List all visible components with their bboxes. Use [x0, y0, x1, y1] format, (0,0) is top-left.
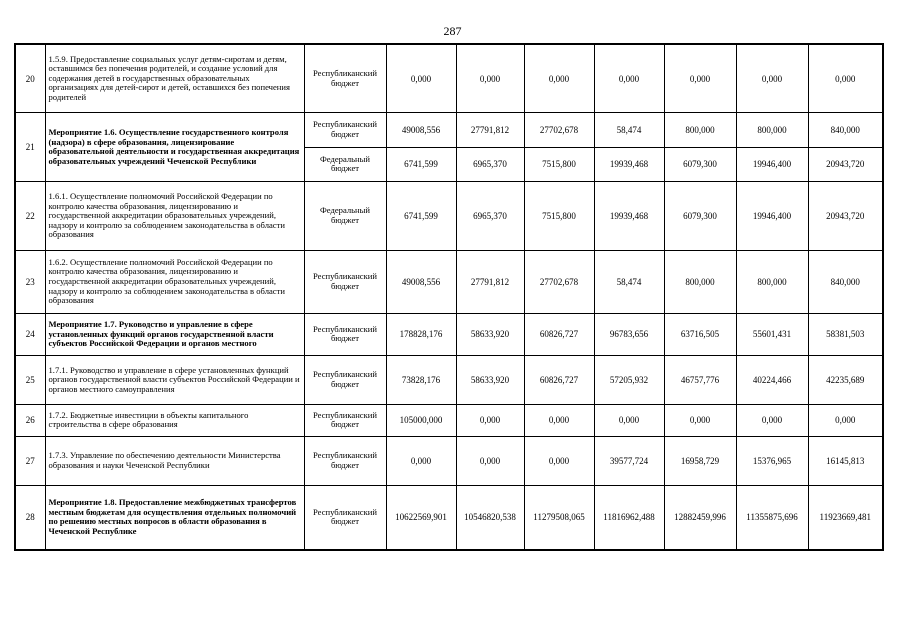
- table-row: [15, 44, 883, 113]
- budget-value: 7515,800: [524, 147, 594, 181]
- budget-value: 6965,370: [456, 147, 524, 181]
- budget-value: 0,000: [594, 44, 664, 113]
- funding-source: Республиканский бюджет: [304, 437, 386, 486]
- budget-value: 6741,599: [386, 182, 456, 251]
- budget-value: 27702,678: [524, 250, 594, 313]
- page-number: 287: [443, 24, 462, 38]
- budget-value: 63716,505: [664, 313, 736, 356]
- budget-value: 0,000: [524, 437, 594, 486]
- activity-description: 1.6.2. Осуществление полномочий Российской Федерации по контролю качества образования, лицензированию и государственной аккредитации образовательных учреждений, надзору и контролю за соблюдением законодательства в области образования: [45, 250, 304, 313]
- budget-value: 800,000: [736, 250, 808, 313]
- budget-value: 0,000: [808, 404, 883, 436]
- budget-value: 60826,727: [524, 356, 594, 405]
- budget-value: 840,000: [808, 113, 883, 147]
- budget-value: 7515,800: [524, 182, 594, 251]
- funding-source: Республиканский бюджет: [304, 113, 386, 147]
- budget-value: 49008,556: [386, 113, 456, 147]
- row-number: 22: [15, 182, 45, 251]
- table-row: [15, 313, 883, 356]
- table-row: [15, 182, 883, 251]
- budget-value: 11816962,488: [594, 485, 664, 550]
- row-number: 21: [15, 113, 45, 182]
- activity-description: Мероприятие 1.6. Осуществление государственного контроля (надзора) в сфере образования, лицензирование образовательной деятельности и государственная аккредитация образовательных учреждений Чеченской Республики: [45, 113, 304, 182]
- budget-value: 0,000: [524, 44, 594, 113]
- activity-description: 1.6.1. Осуществление полномочий Российской Федерации по контролю качества образования, лицензированию и государственной аккредитации образовательных учреждений, надзору и контролю за соблюдением законодательства в области образования: [45, 182, 304, 251]
- budget-value: 0,000: [594, 404, 664, 436]
- budget-value: 10622569,901: [386, 485, 456, 550]
- activity-description: 1.7.3. Управление по обеспечению деятельности Министерства образования и науки Чеченской Республики: [45, 437, 304, 486]
- budget-value: 0,000: [524, 404, 594, 436]
- budget-value: 840,000: [808, 250, 883, 313]
- budget-value: 0,000: [664, 404, 736, 436]
- row-number: 23: [15, 250, 45, 313]
- budget-value: 46757,776: [664, 356, 736, 405]
- funding-source: Республиканский бюджет: [304, 356, 386, 405]
- row-number: 28: [15, 485, 45, 550]
- budget-value: 0,000: [456, 404, 524, 436]
- budget-value: 6079,300: [664, 182, 736, 251]
- budget-value: 58,474: [594, 113, 664, 147]
- budget-value: 105000,000: [386, 404, 456, 436]
- budget-value: 11279508,065: [524, 485, 594, 550]
- activity-description: 1.7.2. Бюджетные инвестиции в объекты капитального строительства в сфере образования: [45, 404, 304, 436]
- budget-value: 0,000: [736, 404, 808, 436]
- budget-value: 10546820,538: [456, 485, 524, 550]
- budget-value: 60826,727: [524, 313, 594, 356]
- row-number: 26: [15, 404, 45, 436]
- activity-description: 1.7.1. Руководство и управление в сфере установленных функций органов государственной власти субъектов Российской Федерации и органов местного самоуправления: [45, 356, 304, 405]
- table-row: [15, 485, 883, 550]
- row-number: 27: [15, 437, 45, 486]
- budget-value: 19946,400: [736, 147, 808, 181]
- budget-value: 39577,724: [594, 437, 664, 486]
- funding-source: Республиканский бюджет: [304, 313, 386, 356]
- row-number: 20: [15, 44, 45, 113]
- budget-table: [14, 43, 884, 551]
- budget-value: 800,000: [664, 250, 736, 313]
- budget-value: 0,000: [456, 44, 524, 113]
- budget-value: 58633,920: [456, 356, 524, 405]
- budget-value: 0,000: [736, 44, 808, 113]
- budget-value: 15376,965: [736, 437, 808, 486]
- budget-value: 27702,678: [524, 113, 594, 147]
- budget-value: 27791,812: [456, 113, 524, 147]
- budget-value: 19946,400: [736, 182, 808, 251]
- budget-value: 58381,503: [808, 313, 883, 356]
- budget-value: 800,000: [664, 113, 736, 147]
- budget-value: 6079,300: [664, 147, 736, 181]
- budget-value: 73828,176: [386, 356, 456, 405]
- row-number: 25: [15, 356, 45, 405]
- budget-value: 0,000: [386, 44, 456, 113]
- budget-value: 19939,468: [594, 182, 664, 251]
- funding-source: Республиканский бюджет: [304, 404, 386, 436]
- table-row: [15, 437, 883, 486]
- funding-source: Федеральный бюджет: [304, 147, 386, 181]
- budget-value: 6741,599: [386, 147, 456, 181]
- table-row: [15, 356, 883, 405]
- budget-value: 800,000: [736, 113, 808, 147]
- budget-value: 55601,431: [736, 313, 808, 356]
- budget-value: 0,000: [664, 44, 736, 113]
- budget-value: 0,000: [386, 437, 456, 486]
- activity-description: Мероприятие 1.8. Предоставление межбюджетных трансфертов местным бюджетам для осуществления отдельных полномочий по решению местных вопросов в области образования в Чеченской Республике: [45, 485, 304, 550]
- budget-value: 42235,689: [808, 356, 883, 405]
- budget-value: 11355875,696: [736, 485, 808, 550]
- table-row: [15, 250, 883, 313]
- budget-value: 16145,813: [808, 437, 883, 486]
- budget-value: 96783,656: [594, 313, 664, 356]
- budget-value: 0,000: [808, 44, 883, 113]
- budget-value: 58633,920: [456, 313, 524, 356]
- activity-description: 1.5.9. Предоставление социальных услуг детям-сиротам и детям, оставшимся без попечения родителей, и создание условий для содержания детей в государственных образовательных организациях для детей-сирот и детей, оставшихся без попечения родителей: [45, 44, 304, 113]
- funding-source: Республиканский бюджет: [304, 250, 386, 313]
- table-row: [15, 404, 883, 436]
- budget-value: 11923669,481: [808, 485, 883, 550]
- budget-value: 40224,466: [736, 356, 808, 405]
- budget-value: 58,474: [594, 250, 664, 313]
- budget-value: 0,000: [456, 437, 524, 486]
- funding-source: Федеральный бюджет: [304, 182, 386, 251]
- budget-value: 12882459,996: [664, 485, 736, 550]
- budget-value: 6965,370: [456, 182, 524, 251]
- budget-value: 178828,176: [386, 313, 456, 356]
- budget-value: 20943,720: [808, 182, 883, 251]
- budget-value: 57205,932: [594, 356, 664, 405]
- funding-source: Республиканский бюджет: [304, 44, 386, 113]
- funding-source: Республиканский бюджет: [304, 485, 386, 550]
- budget-value: 20943,720: [808, 147, 883, 181]
- row-number: 24: [15, 313, 45, 356]
- activity-description: Мероприятие 1.7. Руководство и управление в сфере установленных функций органов государственной власти субъектов Российской Федерации и органов местного: [45, 313, 304, 356]
- budget-value: 49008,556: [386, 250, 456, 313]
- budget-value: 27791,812: [456, 250, 524, 313]
- budget-value: 19939,468: [594, 147, 664, 181]
- budget-value: 16958,729: [664, 437, 736, 486]
- table-row: [15, 113, 883, 147]
